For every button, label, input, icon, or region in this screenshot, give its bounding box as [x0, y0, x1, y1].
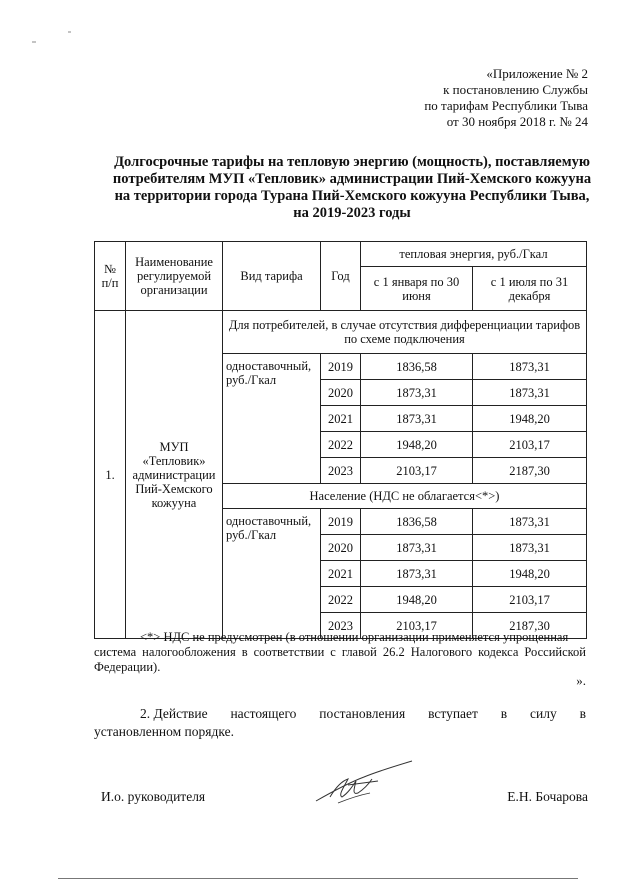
footnote-rest: система налогообложения в соответствии с главой 26.2 Налогового кодекса Российской Федерации).: [94, 645, 586, 674]
appendix-line: по тарифам Республики Тыва: [424, 98, 588, 113]
year-cell: 2022: [321, 432, 361, 458]
handwritten-signature: [308, 757, 418, 807]
tariff-value: 1873,31: [473, 354, 587, 380]
footnote-line-1: <*> НДС не предусмотрен (в отношении организации применяется упрощенная: [140, 630, 569, 644]
document-title: [92, 154, 612, 222]
tariff-value: 2187,30: [473, 458, 587, 484]
appendix-line: «Приложение № 2: [486, 66, 588, 81]
header-period-1: с 1 января по 30 июня: [361, 267, 473, 311]
clause-line-2: установленном порядке.: [94, 724, 234, 739]
tariff-value: 1873,31: [361, 561, 473, 587]
tariff-value: 1948,20: [473, 561, 587, 587]
tariff-value: 1873,31: [361, 535, 473, 561]
tariff-value: 1873,31: [361, 380, 473, 406]
tariff-table: [94, 241, 587, 639]
scan-specks: [30, 28, 90, 48]
clause-word: постановления: [319, 706, 406, 721]
clause-line-1: [94, 705, 586, 723]
tariff-value: 1948,20: [361, 432, 473, 458]
tariff-value: 2103,17: [361, 458, 473, 484]
section-title: Население (НДС не облагается<*>): [223, 484, 587, 509]
clause-2: [94, 705, 586, 741]
appendix-line: к постановлению Службы: [443, 82, 588, 97]
appendix-reference: [348, 66, 588, 130]
tariff-type: одноставочный, руб./Гкал: [223, 354, 321, 484]
clause-word: 2. Действие: [140, 706, 208, 721]
header-number: № п/п: [95, 242, 126, 311]
tariff-type: одноставочный, руб./Гкал: [223, 509, 321, 639]
organization-name: МУП «Тепловик» администрации Пий-Хемского кожууна: [126, 311, 223, 639]
tariff-value: 1873,31: [361, 406, 473, 432]
header-period-2: с 1 июля по 31 декабря: [473, 267, 587, 311]
bottom-rule: [58, 878, 578, 879]
tariff-value: 1873,31: [473, 509, 587, 535]
section-title: Для потребителей, в случае отсутствия дифференциации тарифов по схеме подключения: [223, 311, 587, 354]
tariff-value: 1873,31: [473, 380, 587, 406]
year-cell: 2022: [321, 587, 361, 613]
tariff-value: 2187,30: [473, 613, 587, 639]
year-cell: 2023: [321, 613, 361, 639]
title-line: на 2019-2023 годы: [293, 205, 411, 221]
tariff-value: 2103,17: [473, 587, 587, 613]
header-year: Год: [321, 242, 361, 311]
appendix-line: от 30 ноября 2018 г. № 24: [446, 114, 588, 129]
tariff-value: 1948,20: [361, 587, 473, 613]
tariff-value: 2103,17: [361, 613, 473, 639]
year-cell: 2021: [321, 561, 361, 587]
year-cell: 2020: [321, 535, 361, 561]
header-energy: тепловая энергия, руб./Гкал: [361, 242, 587, 267]
tariff-value: 1948,20: [473, 406, 587, 432]
tariff-value: 2103,17: [473, 432, 587, 458]
year-cell: 2019: [321, 509, 361, 535]
header-tariff-type: Вид тарифа: [223, 242, 321, 311]
signatory-name: Е.Н. Бочарова: [507, 789, 588, 804]
title-line: на территории города Турана Пий-Хемского кожууна Республики Тыва,: [114, 188, 590, 204]
title-line: потребителям МУП «Тепловик» администрации Пий-Хемского кожууна: [112, 171, 592, 187]
tariff-value: 1836,58: [361, 509, 473, 535]
vat-footnote: [94, 630, 586, 675]
tariff-value: 1836,58: [361, 354, 473, 380]
clause-word: настоящего: [230, 706, 297, 721]
closing-quote: ».: [576, 673, 586, 688]
year-cell: 2023: [321, 458, 361, 484]
clause-word: вступает: [428, 706, 478, 721]
header-organization: Наименование регулируемой организации: [126, 242, 223, 311]
signatory-role: И.о. руководителя: [101, 789, 206, 804]
clause-word: в: [579, 706, 586, 721]
year-cell: 2021: [321, 406, 361, 432]
tariff-value: 1873,31: [473, 535, 587, 561]
clause-word: в: [500, 706, 508, 721]
clause-word: силу: [530, 706, 557, 721]
title-line: Долгосрочные тарифы на тепловую энергию (мощность), поставляемую: [114, 154, 590, 170]
year-cell: 2020: [321, 380, 361, 406]
row-number: 1.: [95, 311, 126, 639]
year-cell: 2019: [321, 354, 361, 380]
